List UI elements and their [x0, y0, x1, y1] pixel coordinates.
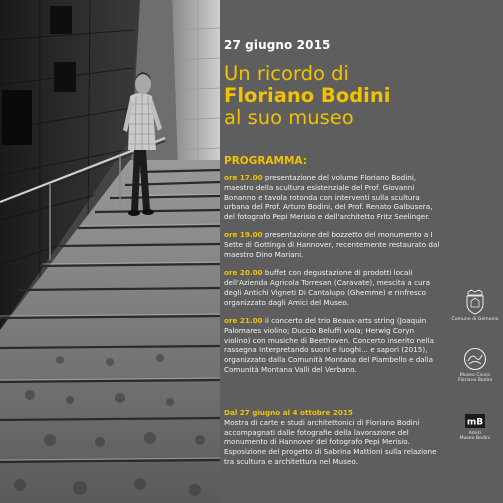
program-item-text: presentazione del volume Floriano Bodini, maestro della scultura esistenziale del Prof. Giovanni Bonanno e tavola rotonda con interventi sulla scultura urbana del Prof. Arturo Bodini, del Prof. Renato Galbusera, del fotografo Pepi Merisio e dell'architetto Fritz Seelinger. — [224, 173, 433, 222]
program-item-time: ore 19.00 — [224, 230, 263, 240]
event-date: 27 giugno 2015 — [224, 38, 331, 52]
amici-caption-line-1: Amici — [468, 431, 482, 436]
amici-mark: mB — [466, 417, 484, 428]
poster-title — [224, 63, 390, 129]
title-line-3: al suo museo — [224, 106, 354, 129]
museo-logo — [447, 347, 503, 384]
program-item-text: buffet con degustazione di prodotti locali dell'Azienda Agricola Torresan (Caravate), mescita a cura degli Antichi Vigneti Di Cantalupo (Ghemme) e rinfresco organizzato dagli Amici del Museo. — [224, 268, 430, 307]
museo-caption-line-1: Museo Civico — [459, 373, 491, 378]
program-item — [224, 316, 442, 375]
stairway-photo-image — [0, 0, 220, 503]
title-line-1: Un ricordo di — [224, 62, 349, 85]
program-item — [224, 230, 442, 259]
amici-logo — [447, 413, 503, 442]
program-item-time: ore 21.00 — [224, 316, 263, 326]
museum-circle-logo-icon — [463, 347, 487, 371]
program-heading: PROGRAMMA: — [224, 155, 307, 167]
program-list — [224, 173, 442, 383]
program-item — [224, 173, 442, 222]
comune-logo — [447, 289, 503, 322]
program-item-time: ore 20.00 — [224, 268, 263, 278]
title-line-2: Floriano Bodini — [224, 84, 391, 107]
exhibition-block — [224, 408, 442, 467]
coat-of-arms-icon — [464, 289, 486, 315]
program-item-text: il concerto del trio Beaux-arts string (Joaquin Palomares violino; Duccio Beluffi viola; Herwig Coryn violino) con musiche di Beethoven. Concerto inserito nella rassegna Interpretando suoni e luoghi... e sapori (2015), organizzato dalla Comunità Montana del Piambello e dalla Comunità Montana Valli del Verbano. — [224, 316, 434, 375]
exhibition-description: Mostra di carte e studi architettonici di Floriano Bodini accompagnati dalle fotografie della lavorazione del monumento di Hannover del fotografo Pepi Merisio. Esposizione del progetto di Sabrina Mattioni sulla relazione tra scultura e architettura nel Museo. — [224, 417, 437, 466]
program-item-text: presentazione del bozzetto del monumento a I Sette di Gottinga di Hannover, recentemente restaurato dal maestro Dino Mariani. — [224, 230, 440, 260]
museo-caption-line-2: Floriano Bodini — [457, 378, 493, 384]
amici-museo-logo-icon — [464, 413, 486, 429]
program-item — [224, 268, 442, 307]
comune-caption: Comune di Gemonio — [451, 317, 499, 322]
exhibition-date-range: Dal 27 giugno al 4 ottobre 2015 — [224, 408, 353, 417]
program-item-time: ore 17.00 — [224, 173, 263, 182]
amici-caption-line-2: Museo Bodini — [459, 436, 491, 442]
stairway-photo — [0, 0, 220, 503]
